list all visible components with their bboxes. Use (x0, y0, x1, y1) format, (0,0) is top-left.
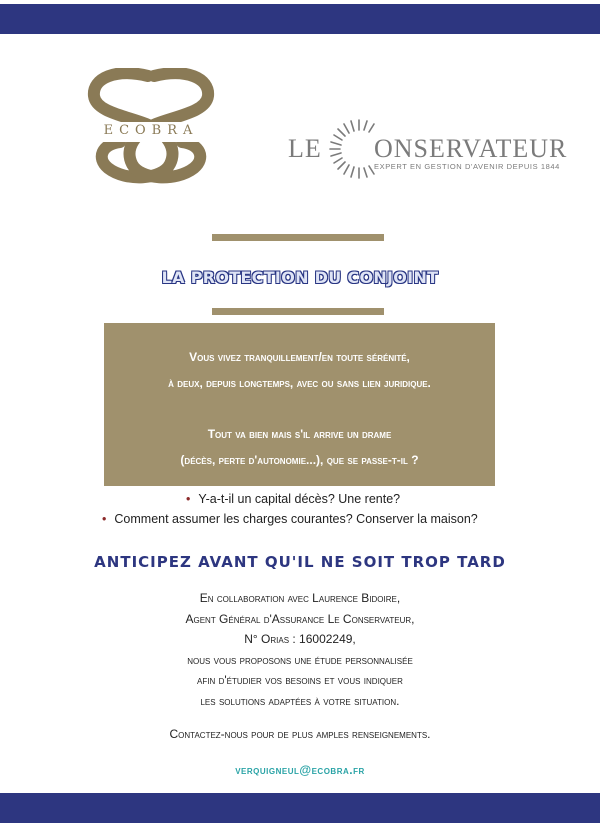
bullet-icon: • (102, 512, 107, 526)
le-conservateur-logo (288, 114, 568, 184)
divider-bottom (212, 308, 384, 315)
panel-line-1: Vous vivez tranquillement/en toute sérénité, (189, 350, 410, 364)
le-conservateur-name: ONSERVATEUR (374, 134, 568, 163)
panel-line-3: Tout va bien mais s'il arrive un drame (207, 427, 392, 441)
contact-text: Contactez-nous pour de plus amples renseignements. (169, 727, 431, 741)
body-line: N° Orias : 16002249, (244, 632, 356, 646)
body-text (0, 588, 600, 711)
body-line: nous vous proposons une étude personnalisée (187, 652, 413, 667)
list-item (186, 492, 400, 506)
body-line: En collaboration avec Laurence Bidoire, (199, 591, 401, 605)
ecobra-wordmark: ECOBRA (103, 123, 199, 138)
intro-panel (104, 323, 495, 486)
bullet-icon: • (186, 492, 191, 506)
panel-line-4: (décès, perte d'autonomie...), que se passe-t-il ? (180, 453, 419, 467)
body-line: les solutions adaptées à votre situation. (200, 693, 400, 708)
divider-top (212, 234, 384, 241)
ecobra-logo (86, 68, 216, 184)
le-conservateur-tagline: EXPERT EN GESTION D'AVENIR DEPUIS 1844 (374, 162, 560, 171)
section-title: LA PROTECTION DU CONJOINT (161, 268, 439, 287)
le-conservateur-le: LE (288, 134, 322, 163)
email-link[interactable]: verquigneul@ecobra.fr (235, 763, 365, 777)
bottom-band (0, 793, 600, 823)
panel-line-2: à deux, depuis longtemps, avec ou sans lien juridique. (168, 376, 431, 390)
headline: ANTICIPEZ AVANT QU'IL NE SOIT TROP TARD (94, 553, 506, 571)
top-band (0, 4, 600, 34)
body-line: Agent Général d'Assurance Le Conservateur, (185, 611, 415, 626)
list-item-text: Comment assumer les charges courantes? Conserver la maison? (114, 512, 478, 526)
list-item-text: Y-a-t-il un capital décès? Une rente? (198, 492, 401, 506)
list-item (102, 512, 478, 526)
body-line: afin d'étudier vos besoins et vous indiquer (197, 673, 403, 687)
